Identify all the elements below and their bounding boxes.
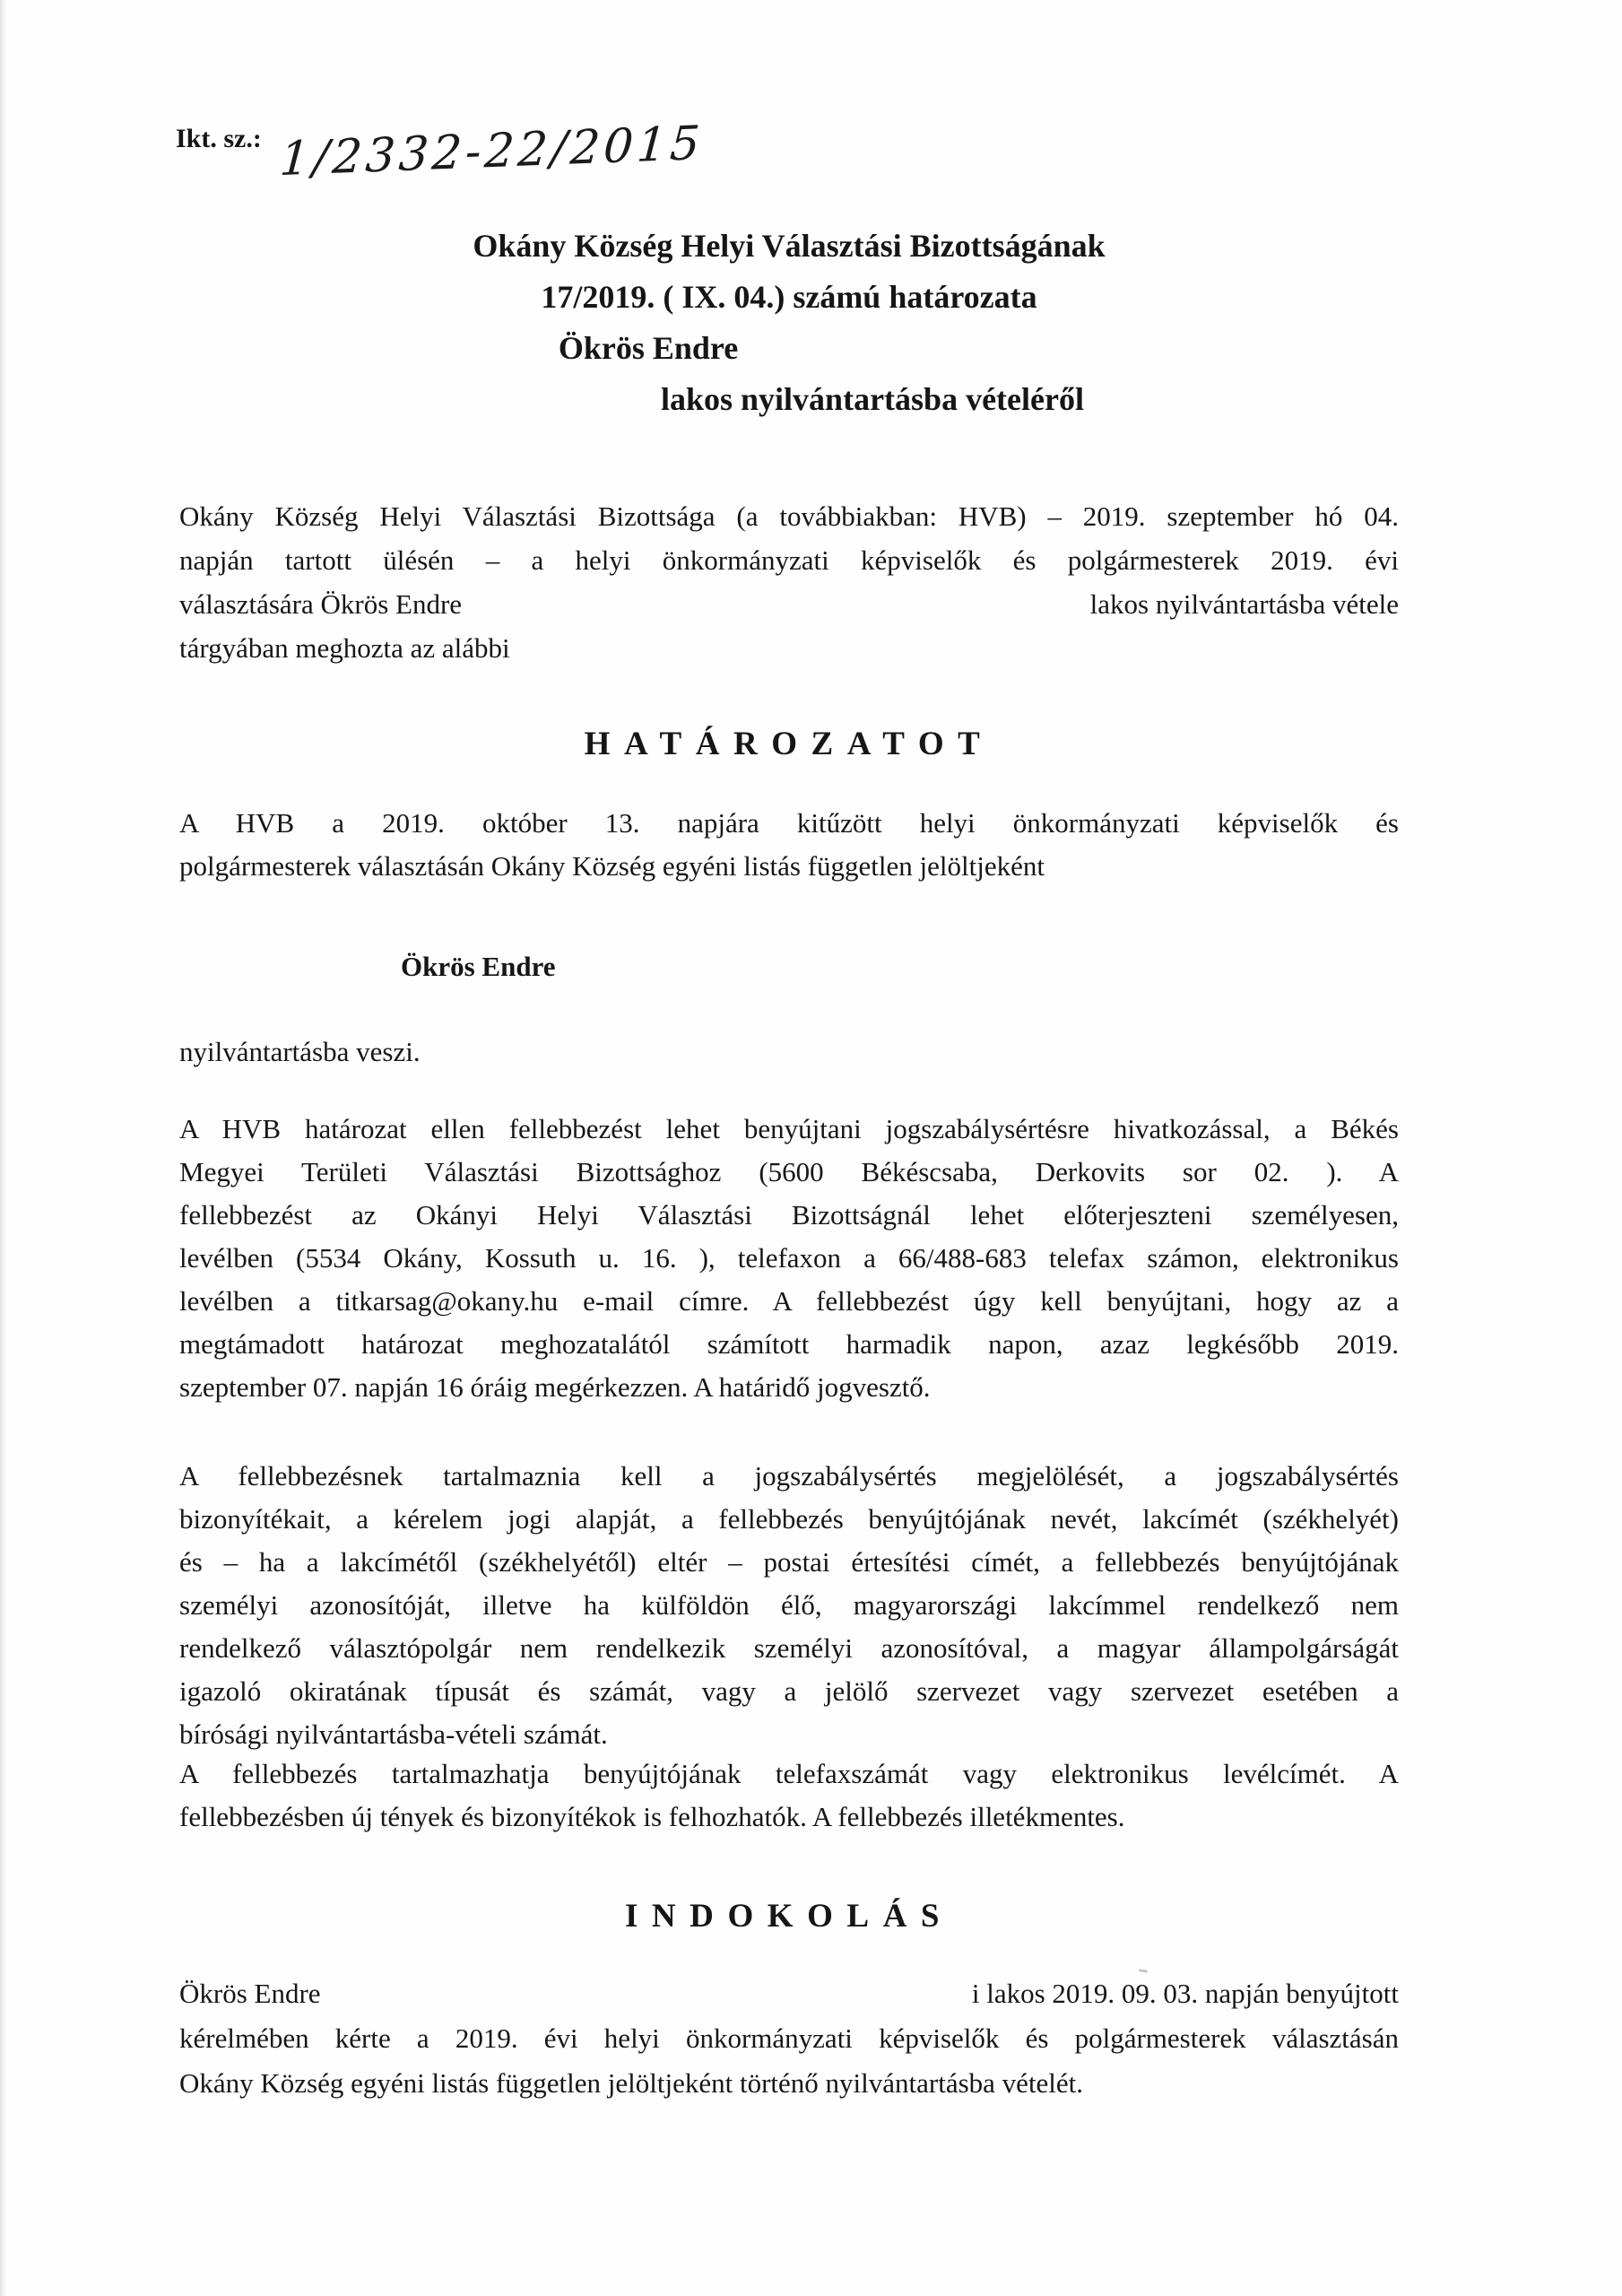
title-committee: Okány Község Helyi Választási Bizottságának xyxy=(473,228,1106,264)
text-segment: választására Ökrös Endre xyxy=(179,588,463,620)
text-line: A fellebbezés tartalmazhatja benyújtójának telefaxszámát vagy elektronikus levélcímét. A xyxy=(179,1758,1399,1789)
title-subject: lakos nyilvántartásba vételéről xyxy=(661,381,1084,417)
text-line: és – ha a lakcímétől (székhelyétől) eltér – postai értesítési címét, a fellebbezés benyújtójának xyxy=(179,1546,1399,1578)
text-line: bizonyítékait, a kérelem jogi alapját, a fellebbezés benyújtójának nevét, lakcímét (székhelyét) xyxy=(179,1503,1399,1535)
text-line: tárgyában meghozta az alábbi xyxy=(179,632,510,664)
text-line: polgármesterek választásán Okány Község egyéni listás független jelöltjeként xyxy=(179,850,1045,882)
text-segment: lakos nyilvántartásba vétele xyxy=(1089,588,1399,620)
text-segment: Ökrös Endre xyxy=(179,1978,321,2009)
text-line: A fellebbezésnek tartalmaznia kell a jogszabálysértés megjelölését, a jogszabálysértés xyxy=(179,1460,1399,1492)
text-line: levélben a titkarsag@okany.hu e-mail címre. A fellebbezést úgy kell benyújtani, hogy az a xyxy=(179,1285,1399,1317)
text-line: A HVB a 2019. október 13. napjára kitűzött helyi önkormányzati képviselők és xyxy=(179,807,1399,839)
appeal-paragraph-1 xyxy=(179,1108,1399,1409)
appeal-paragraph-2 xyxy=(179,1455,1399,1756)
text-line: Megyei Területi Választási Bizottsághoz (5600 Békéscsaba, Derkovits sor 02. ). A xyxy=(179,1156,1399,1187)
text-line: fellebbezésben új tények és bizonyítékok is felhozhatók. A fellebbezés illetékmentes. xyxy=(179,1801,1125,1832)
decision-closing: nyilvántartásba veszi. xyxy=(179,1036,421,1067)
decision-paragraph xyxy=(179,802,1399,888)
text-line-redacted xyxy=(179,1971,1399,2016)
text-line: napján tartott ülésén – a helyi önkormányzati képviselők és polgármesterek 2019. évi xyxy=(179,544,1399,576)
text-line: fellebbezést az Okányi Helyi Választási Bizottságnál lehet előterjeszteni személyesen, xyxy=(179,1199,1399,1231)
scan-edge-artifact xyxy=(0,0,7,2296)
reference-label: Ikt. sz.: xyxy=(176,124,262,153)
text-line: bírósági nyilvántartásba-vételi számát. xyxy=(179,1718,608,1750)
candidate-name: Ökrös Endre xyxy=(401,951,556,982)
title-decision-number: 17/2019. ( IX. 04.) számú határozata xyxy=(541,279,1037,315)
handwritten-reference-number: 1/2332-22/2015 xyxy=(278,116,706,187)
text-segment: i lakos 2019. 09. 03. napján benyújtott xyxy=(971,1978,1399,2009)
text-line: rendelkező választópolgár nem rendelkezik személyi azonosítóval, a magyar állampolgárságát xyxy=(179,1632,1399,1664)
text-line: igazoló okiratának típusát és számát, vagy a jelölő szervezet vagy szervezet esetében a xyxy=(179,1675,1399,1707)
text-line: levélben (5534 Okány, Kossuth u. 16. ), telefaxon a 66/488-683 telefax számon, elektronikus xyxy=(179,1242,1399,1274)
intro-paragraph xyxy=(179,494,1399,670)
reference-line xyxy=(176,116,983,187)
reasoning-heading: INDOKOLÁS xyxy=(624,1898,953,1935)
text-line: kérelmében kérte a 2019. évi helyi önkormányzati képviselők és polgármesterek választásán xyxy=(179,2022,1399,2054)
text-line: szeptember 07. napján 16 óráig megérkezzen. A határidő jogvesztő. xyxy=(179,1371,931,1403)
text-line: megtámadott határozat meghozatalától számított harmadik napon, azaz legkésőbb 2019. xyxy=(179,1328,1399,1360)
text-line: Okány Község Helyi Választási Bizottsága (a továbbiakban: HVB) – 2019. szeptember hó 04. xyxy=(179,500,1399,532)
decision-heading: HATÁROZATOT xyxy=(584,726,994,762)
text-line: személyi azonosítóját, illetve ha külföldön élő, magyarországi lakcímmel rendelkező nem xyxy=(179,1589,1399,1621)
text-line: A HVB határozat ellen fellebbezést lehet benyújtani jogszabálysértésre hivatkozással, a Békés xyxy=(179,1113,1399,1144)
appeal-paragraph-3 xyxy=(179,1752,1399,1839)
title-candidate-name: Ökrös Endre xyxy=(558,330,739,366)
text-line-redacted xyxy=(179,582,1399,626)
title-block xyxy=(179,221,1399,425)
reasoning-paragraph xyxy=(179,1971,1399,2106)
text-line: Okány Község egyéni listás független jelöltjeként történő nyilvántartásba vételét. xyxy=(179,2067,1084,2099)
